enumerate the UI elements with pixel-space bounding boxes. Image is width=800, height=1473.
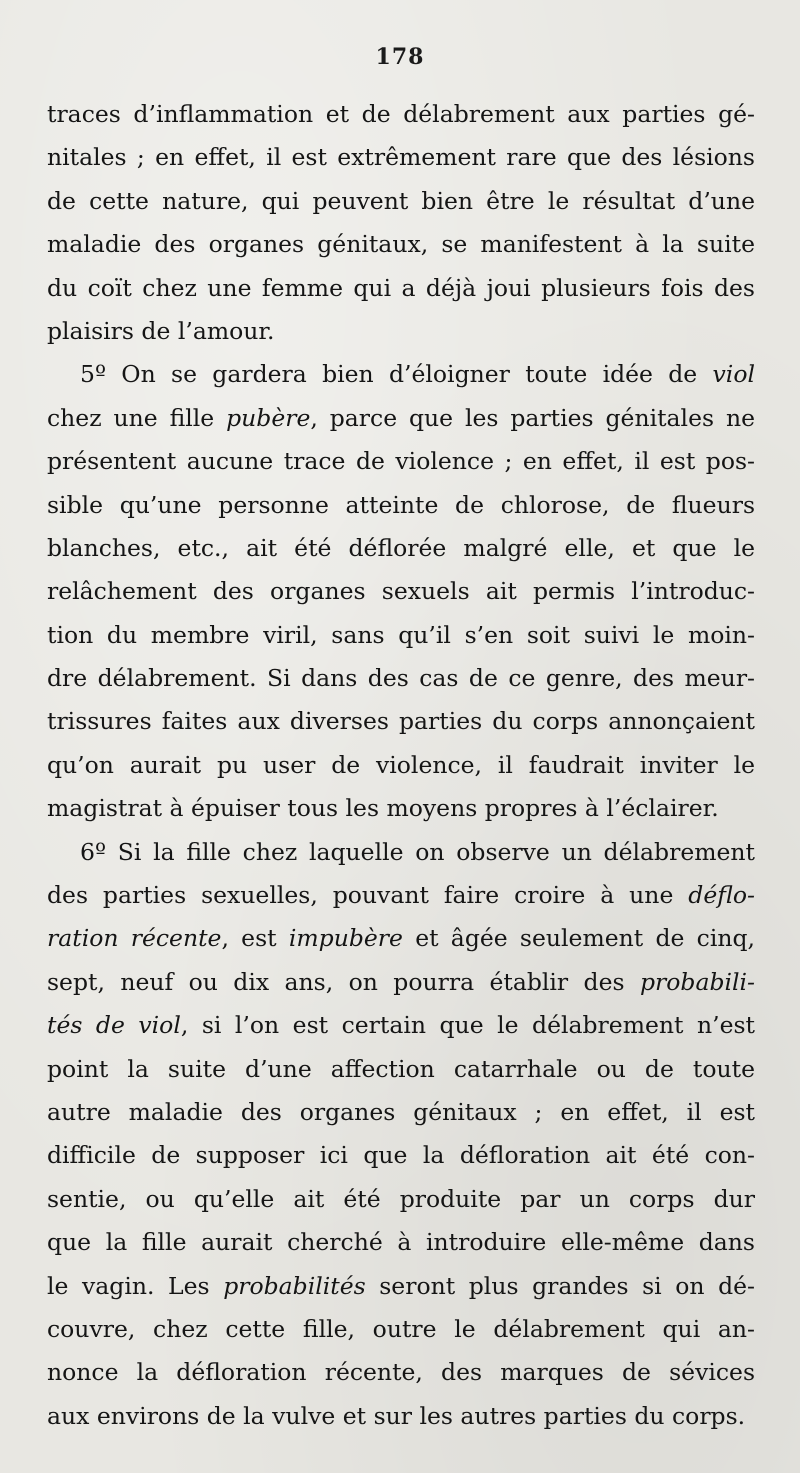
text-line: traces d’inflammation et de délabrement aux parties gé- [47,100,755,128]
body-text [47,93,755,1438]
text-line: magistrat à épuiser tous les moyens propres à l’éclairer. [47,794,719,823]
text-segment: , si l’on est certain que le délabrement n’est [180,1011,755,1040]
text-line: nitales ; en effet, il est extrêmement rare que des lésions [47,143,755,172]
italic-text: pubère [226,403,311,432]
text-line [47,961,755,1004]
text-line [47,353,755,396]
text-segment: seront plus grandes si on dé- [365,1271,755,1300]
page-number: 178 [375,44,425,70]
text-segment: le vagin. Les [47,1271,224,1300]
text-line: sentie, ou qu’elle ait été produite par un corps dur [47,1184,755,1213]
text-line: dre délabrement. Si dans des cas de ce genre, des meur- [47,664,755,693]
text-line: couvre, chez cette fille, outre le délabrement qui an- [47,1314,755,1343]
italic-text: probabili- [639,967,755,996]
text-line: sible qu’une personne atteinte de chlorose, de flueurs [47,490,755,519]
italic-text: probabilités [223,1271,366,1300]
text-line: trissures faites aux diverses parties du corps annonçaient [47,707,755,736]
text-line [47,397,755,440]
italic-text: tés de viol [47,1011,181,1040]
text-segment: , parce que les parties génitales ne [310,403,755,432]
text-line: qu’on aurait pu user de violence, il faudrait inviter le [47,750,755,779]
text-line: autre maladie des organes génitaux ; en effet, il est [47,1097,755,1126]
text-segment: , est [221,924,289,953]
text-line: maladie des organes génitaux, se manifestent à la suite [47,230,755,259]
text-line: difficile de supposer ici que la défloration ait été con- [47,1141,755,1170]
text-line: présentent aucune trace de violence ; en effet, il est pos- [47,447,755,476]
text-line: 6º Si la fille chez laquelle on observe un délabrement [80,837,755,866]
text-line [47,874,755,917]
text-segment: 5º On se gardera bien d’éloigner toute idée de [80,360,713,389]
text-line [47,917,755,960]
text-line: de cette nature, qui peuvent bien être le résultat d’une [47,186,755,215]
italic-text: impubère [288,924,403,953]
text-segment: chez une fille [47,403,227,432]
italic-text: ration récente [47,924,222,953]
text-line: nonce la défloration récente, des marques de sévices [47,1358,755,1387]
text-segment: sept, neuf ou dix ans, on pourra établir des [47,967,640,996]
text-segment: des parties sexuelles, pouvant faire croire à une [47,881,689,910]
text-line: aux environs de la vulve et sur les autres parties du corps. [47,1401,746,1430]
text-line [47,1004,755,1047]
italic-text: viol [712,360,755,389]
text-line: point la suite d’une affection catarrhale ou de toute [47,1054,755,1083]
text-line: plaisirs de l’amour. [47,316,275,345]
text-segment: et âgée seulement de cinq, [402,924,755,953]
text-line: du coït chez une femme qui a déjà joui plusieurs fois des [47,273,755,302]
text-line: tion du membre viril, sans qu’il s’en soit suivi le moin- [47,620,755,649]
text-line: relâchement des organes sexuels ait permis l’introduc- [47,577,755,606]
text-line: que la fille aurait cherché à introduire elle-même dans [47,1228,755,1257]
italic-text: déflo- [688,881,755,910]
text-line [47,1265,755,1308]
text-line: blanches, etc., ait été déflorée malgré elle, et que le [47,533,755,562]
